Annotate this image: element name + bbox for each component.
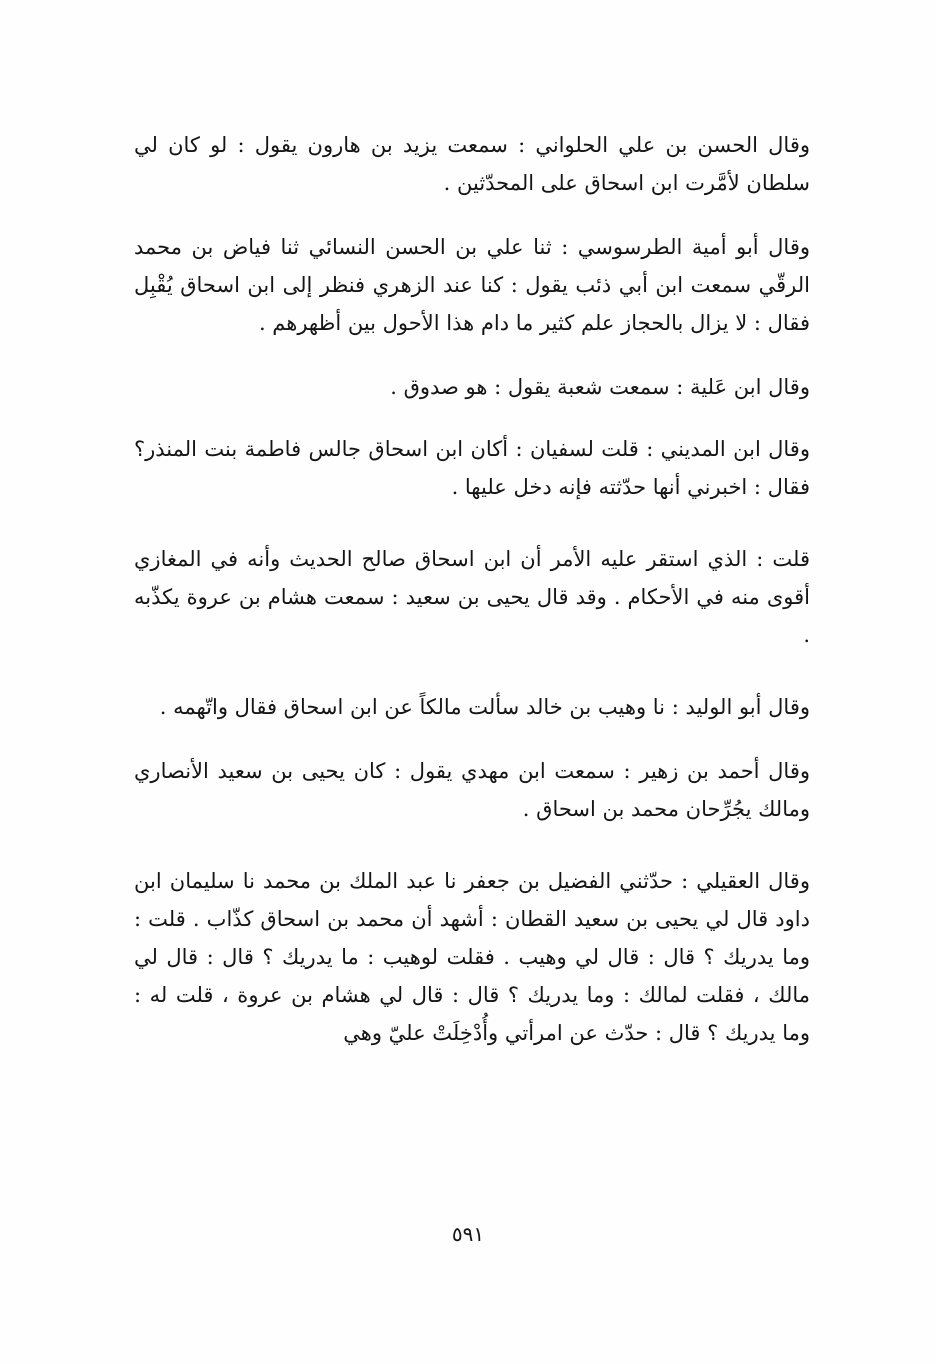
paragraph-6: وقال أبو الوليد : نا وهيب بن خالد سألت مالكاً عن ابن اسحاق فقال واتّهمه . (159, 695, 810, 719)
paragraph-4: وقال ابن المديني : قلت لسفيان : أكان ابن اسحاق جالس فاطمة بنت المنذر؟ فقال : اخبرني أنها حدّثته فإنه دخل عليها . (134, 437, 810, 499)
page-body-text (134, 126, 810, 1052)
paragraph-2: وقال أبو أمية الطرسوسي : ثنا علي بن الحسن النسائي ثنا فياض بن محمد الرقّي سمعت ابن أبي ذئب يقول : كنا عند الزهري فنظر إلى ابن اسحاق يُقْبِل فقال : لا يزال بالحجاز علم كثير ما دام هذا الأحول بين أظهرهم . (134, 235, 810, 335)
paragraph-7: وقال أحمد بن زهير : سمعت ابن مهدي يقول : كان يحيى بن سعيد الأنصاري ومالك يجُرِّحان محمد بن اسحاق . (134, 759, 810, 821)
paragraph-3: وقال ابن عَلية : سمعت شعبة يقول : هو صدوق . (390, 375, 810, 399)
paragraph-1: وقال الحسن بن علي الحلواني : سمعت يزيد بن هارون يقول : لو كان لي سلطان لأمَّرت ابن اسحاق على المحدّثين . (134, 133, 810, 195)
paragraph-8: وقال العقيلي : حدّثني الفضيل بن جعفر نا عبد الملك بن محمد نا سليمان ابن داود قال لي يحيى بن سعيد القطان : أشهد أن محمد بن اسحاق كذّاب . قلت : وما يدريك ؟ قال : قال لي وهيب . فقلت لوهيب : ما يدريك ؟ قال : قال لي مالك ، فقلت لمالك : وما يدريك ؟ قال : قال لي هشام بن عروة ، قلت له : وما يدريك ؟ قال : حدّث عن امرأتي وأُدْخِلَتْ عليّ وهي (134, 869, 810, 1045)
paragraph-5: قلت : الذي استقر عليه الأمر أن ابن اسحاق صالح الحديث وأنه في المغازي أقوى منه في الأحكام . وقد قال يحيى بن سعيد : سمعت هشام بن عروة يكذّبه . (134, 547, 810, 647)
page-number: ٥٩١ (451, 1222, 485, 1246)
